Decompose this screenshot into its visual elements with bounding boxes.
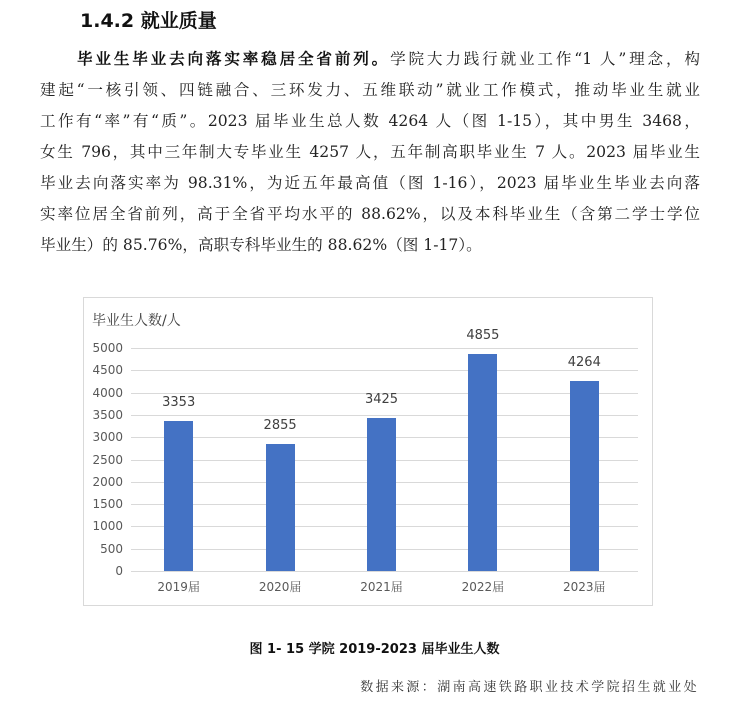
bar-value-label: 2855 [263,417,297,433]
y-tick-label: 4000 [92,385,123,400]
bar-chart [83,297,653,606]
y-tick-label: 3000 [92,430,123,445]
y-tick-label: 3500 [92,407,123,422]
y-tick-label: 2000 [92,474,123,489]
figure-caption: 图 1- 15 学院 2019-2023 届毕业生人数 [249,642,500,657]
paragraph-line-6: 实率位居全省前列，高于全省平均水平的 88.62%，以及本科毕业生（含第二学士学位 [40,205,700,223]
paragraph-line-4: 女生 796，其中三年制大专毕业生 4257 人，五年制高职毕业生 7 人。2023 届毕业生 [40,143,700,161]
bar-value-label: 3425 [364,392,399,408]
x-tick-label: 2021届 [360,580,403,594]
bar-2020届 [266,444,295,571]
x-tick-label: 2020届 [258,580,302,594]
bar-value-label: 4264 [567,354,601,370]
bar-value-label: 3353 [162,395,196,411]
bar-2021届 [367,418,396,571]
paragraph-line-text: 学院大力践行就业工作“1 人”理念，构 [390,50,700,68]
section-heading: 1.4.2 就业质量 [80,10,217,32]
y-tick-label: 5000 [92,341,123,355]
gridline [131,348,638,349]
y-tick-label: 0 [115,564,123,578]
paragraph-line-3: 工作有“率”有“质”。2023 届毕业生总人数 4264 人（图 1-15），其中男生 3468， [40,112,700,130]
x-tick-label: 2023届 [563,580,606,594]
paragraph-lead: 毕业生毕业去向落实率稳居全省前列。 [77,50,391,68]
paragraph-line-2: 建起“一核引领、四链融合、三环发力、五维联动”就业工作模式，推动毕业生就业 [40,81,700,99]
y-tick-label: 500 [100,541,123,556]
bar-value-label: 4855 [466,328,500,344]
bar-2019届 [164,421,193,571]
x-tick-label: 2022届 [461,580,505,594]
paragraph-line-7: 毕业生）的 85.76%，高职专科毕业生的 88.62%（图 1-17）。 [40,236,482,254]
bar-2023届 [570,381,599,571]
gridline [131,415,638,416]
x-tick-label: 2019届 [157,580,200,594]
bar-2022届 [468,354,497,571]
paragraph-line-1 [77,44,700,75]
y-tick-label: 4500 [92,363,123,378]
plot-area [92,328,638,594]
gridline [131,571,638,572]
paragraph-line-5: 毕业去向落实率为 98.31%，为近五年最高值（图 1-16），2023 届毕业生毕业去向落 [40,174,700,192]
y-tick-label: 1000 [92,519,123,534]
y-tick-label: 2500 [92,452,123,467]
data-source-note: 数据来源：湖南高速铁路职业技术学院招生就业处 [360,680,699,695]
y-tick-label: 1500 [92,497,123,512]
y-axis-title: 毕业生人数/人 [92,313,181,329]
